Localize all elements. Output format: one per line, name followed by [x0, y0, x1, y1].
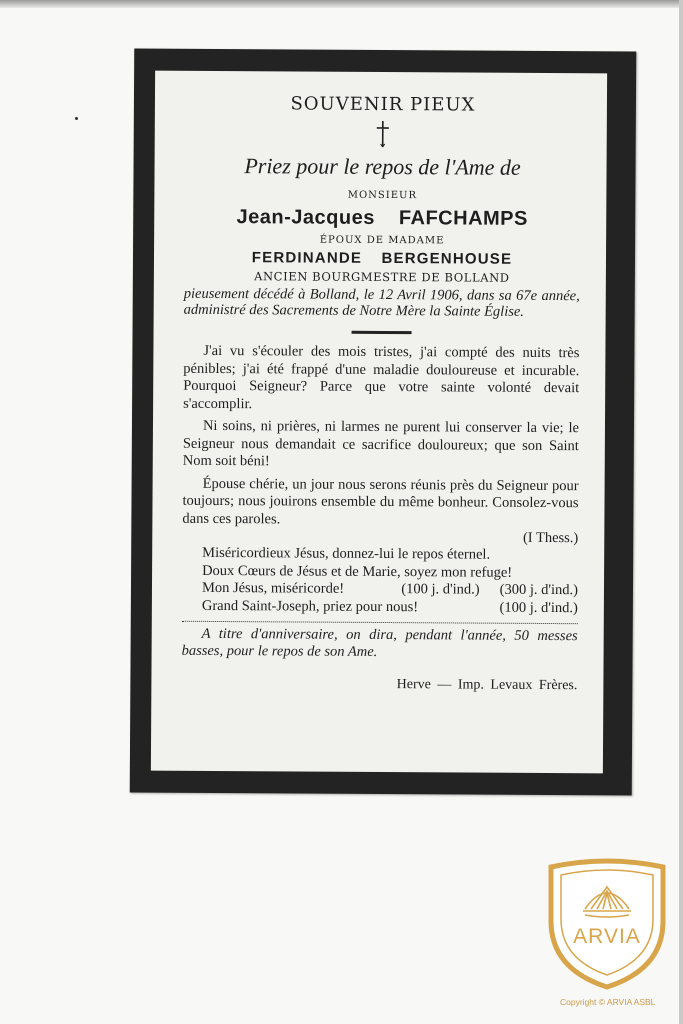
memorial-card [130, 48, 637, 795]
paragraph-3: Épouse chérie, un jour nous serons réunis près du Seigneur pour toujours; nous jouirons ensemble du même bonheur. Consolez-vous dans ces paroles. [182, 475, 579, 527]
scan-edge-right [679, 0, 683, 1024]
arvia-logo [545, 857, 669, 991]
ejaculation-4 [182, 597, 578, 617]
ejaculation-3 [182, 580, 480, 599]
scripture-reference: (I Thess.) [522, 529, 579, 547]
copyright-notice: Copyright © ARVIA ASBL [560, 997, 656, 1007]
scan-edge-top [0, 0, 683, 8]
honorific: MONSIEUR [347, 189, 418, 202]
cross-icon [375, 120, 391, 148]
svg-text:ARVIA: ARVIA [573, 925, 641, 948]
spouse-name: FERDINANDE BERGENHOUSE [251, 249, 513, 268]
divider-rule [352, 331, 412, 334]
ejaculation-text: Mon Jésus, miséricorde! [201, 579, 345, 597]
prayer-line: Priez pour le repos de l'Ame de [244, 153, 521, 180]
indulgence: (300 j. d'ind.) [499, 581, 579, 599]
dotted-divider [182, 621, 578, 624]
indulgence: (100 j. d'ind.) [499, 599, 578, 616]
card-heading: SOUVENIR PIEUX [290, 93, 476, 116]
former-role: ANCIEN BOURGMESTRE DE BOLLAND [254, 269, 510, 285]
paragraph-2: Ni soins, ni prières, ni larmes ne purent lui conserver la vie; le Seigneur nous demandait ce sacrifice douloureux; que son Saint Nom soit béni! [182, 417, 580, 470]
dust-speck [75, 117, 78, 120]
death-notice: pieusement décédé à Bolland, le 12 Avril 1906, dans sa 67e année, administré des Sacrements de Notre Mère la Sainte Église. [183, 285, 580, 320]
indulgence: (100 j. d'ind.) [401, 581, 480, 598]
paragraph-1: J'ai vu s'écouler des mois tristes, j'ai compté des nuits très pénibles; j'ai été frappé d'une maladie douloureuse et incurable. Pourquoi Seigneur? Parce que votre sainte volonté devait s'accomplir. [183, 342, 580, 412]
spouse-intro: ÉPOUX DE MADAME [319, 234, 445, 247]
deceased-name: Jean-Jacques FAFCHAMPS [236, 206, 528, 230]
memorial-card-content [151, 71, 607, 774]
printer-imprint: Herve — Imp. Levaux Frères. [396, 677, 578, 694]
ejaculation-text: Doux Cœurs de Jésus et de Marie, soyez mon refuge! [202, 562, 513, 581]
ejaculation-text: Miséricordieux Jésus, donnez-lui le repos éternel. [202, 544, 491, 563]
anniversary-notice: A titre d'anniversaire, on dira, pendant l'année, 50 messes basses, pour le repos de son Ame. [181, 625, 578, 660]
ejaculation-text: Grand Saint-Joseph, priez pour nous! [201, 597, 419, 615]
